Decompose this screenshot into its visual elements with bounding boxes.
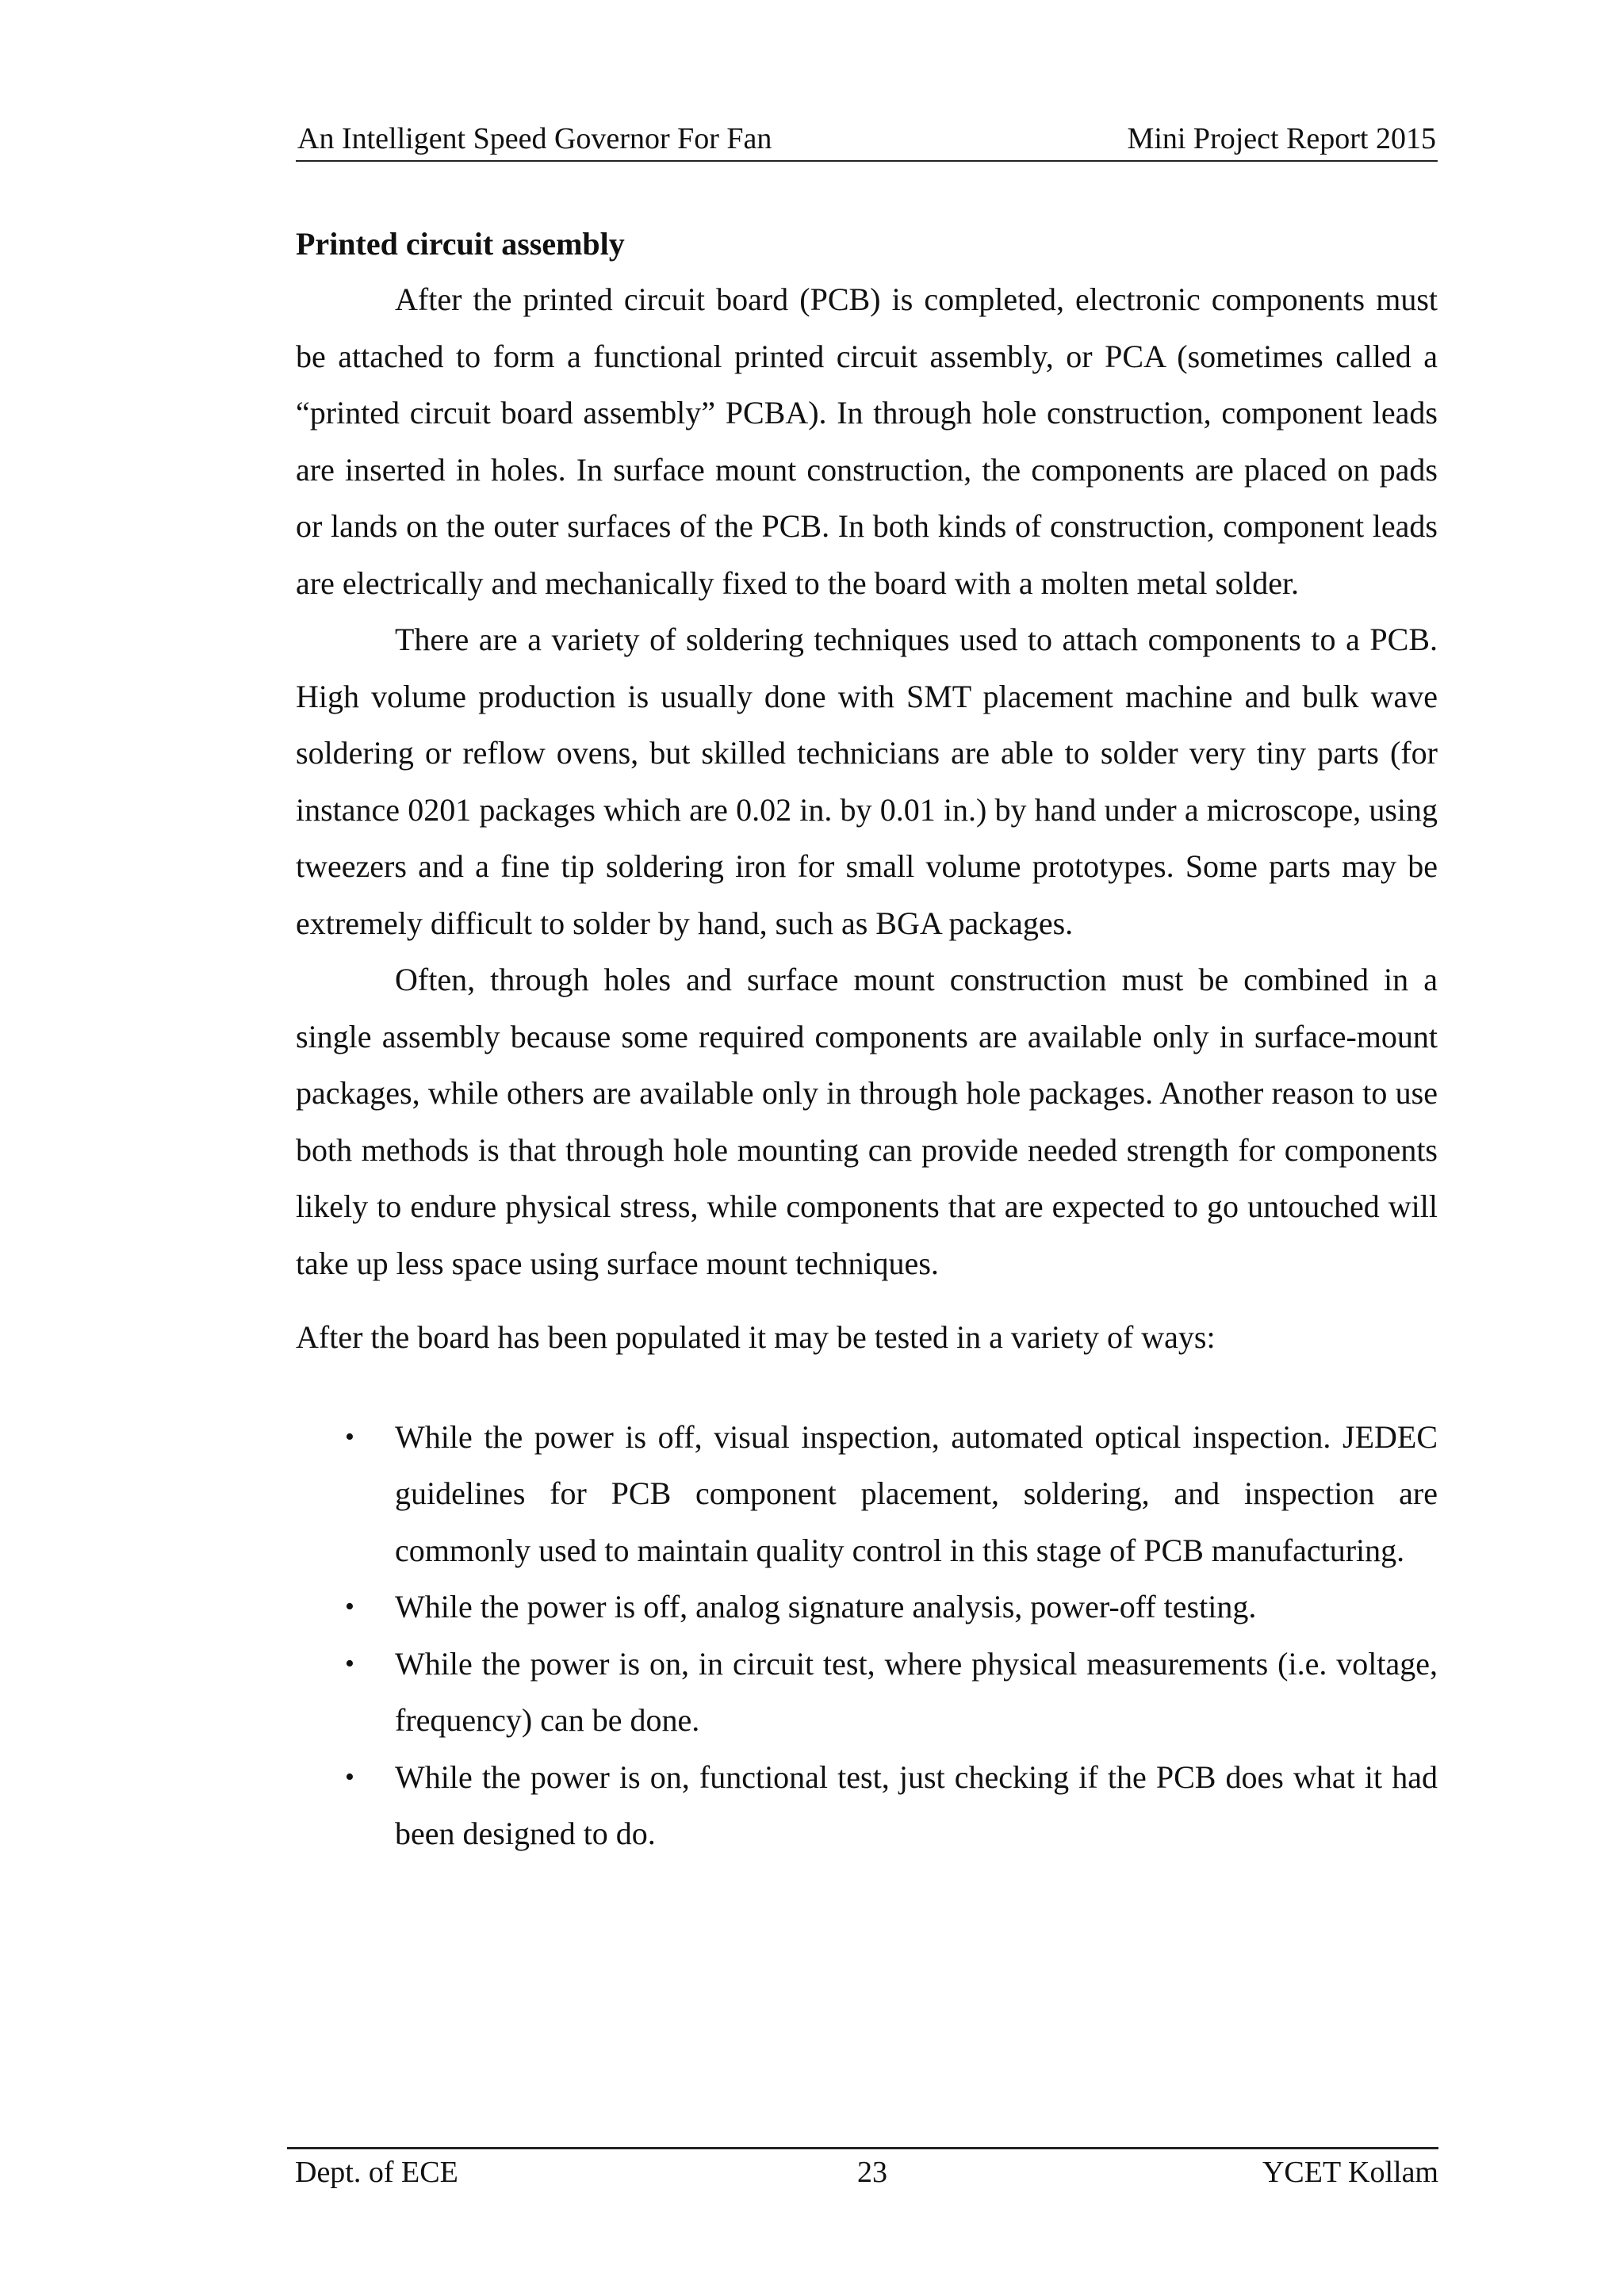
list-item bbox=[296, 1578, 1438, 1636]
list-item-text: While the power is off, analog signature analysis, power-off testing. bbox=[395, 1589, 1257, 1624]
page-footer bbox=[287, 2147, 1438, 2197]
footer-institution: YCET Kollam bbox=[1262, 2156, 1438, 2189]
footer-department: Dept. of ECE bbox=[295, 2156, 458, 2189]
header-title: An Intelligent Speed Governor For Fan bbox=[297, 122, 772, 155]
list-item bbox=[296, 1636, 1438, 1749]
page-header bbox=[296, 117, 1438, 162]
list-item-text: While the power is off, visual inspection, automated optical inspection. JEDEC guidelines for PCB component placement, soldering, and inspection are commonly used to maintain quality control in this stage of PCB manufacturing. bbox=[395, 1418, 1438, 1568]
list-item-text: While the power is on, in circuit test, where physical measurements (i.e. voltage, frequency) can be done. bbox=[395, 1645, 1438, 1738]
testing-list bbox=[296, 1409, 1438, 1862]
list-item-text: While the power is on, functional test, just checking if the PCB does what it had been designed to do. bbox=[395, 1758, 1438, 1851]
section-heading: Printed circuit assembly bbox=[296, 226, 625, 262]
bullet-icon: • bbox=[345, 1422, 354, 1452]
bullet-icon: • bbox=[345, 1762, 354, 1792]
paragraph-3: Often, through holes and surface mount construction must be combined in a single assembly because some required components are available only in surface-mount packages, while others are available only in through hole packages. Another reason to use both methods is that through hole mounting can provide needed strength for components likely to endure physical stress, while components that are expected to go untouched will take up less space using surface mount techniques. bbox=[296, 962, 1438, 1281]
bullet-icon: • bbox=[345, 1592, 354, 1621]
list-item bbox=[296, 1749, 1438, 1862]
bullet-icon: • bbox=[345, 1648, 354, 1678]
paragraph-2: There are a variety of soldering techniques used to attach components to a PCB. High volume production is usually done with SMT placement machine and bulk wave soldering or reflow ovens, but skilled technicians are able to solder very tiny parts (for instance 0201 packages which are 0.02 in. by 0.01 in.) by hand under a microscope, using tweezers and a fine tip soldering iron for small volume prototypes. Some parts may be extremely difficult to solder by hand, such as BGA packages. bbox=[296, 622, 1438, 941]
header-report-label: Mini Project Report 2015 bbox=[1127, 122, 1436, 155]
paragraph-1: After the printed circuit board (PCB) is completed, electronic components must be attached to form a functional printed circuit assembly, or PCA (sometimes called a “printed circuit board assembly” PCBA). In through hole construction, component leads are inserted in holes. In surface mount construction, the components are placed on pads or lands on the outer surfaces of the PCB. In both kinds of construction, component leads are electrically and mechanically fixed to the board with a molten metal solder. bbox=[296, 281, 1438, 601]
testing-intro: After the board has been populated it may be tested in a variety of ways: bbox=[296, 1319, 1216, 1355]
page-number: 23 bbox=[857, 2156, 887, 2189]
page-content bbox=[296, 220, 1438, 1862]
list-item bbox=[296, 1409, 1438, 1579]
